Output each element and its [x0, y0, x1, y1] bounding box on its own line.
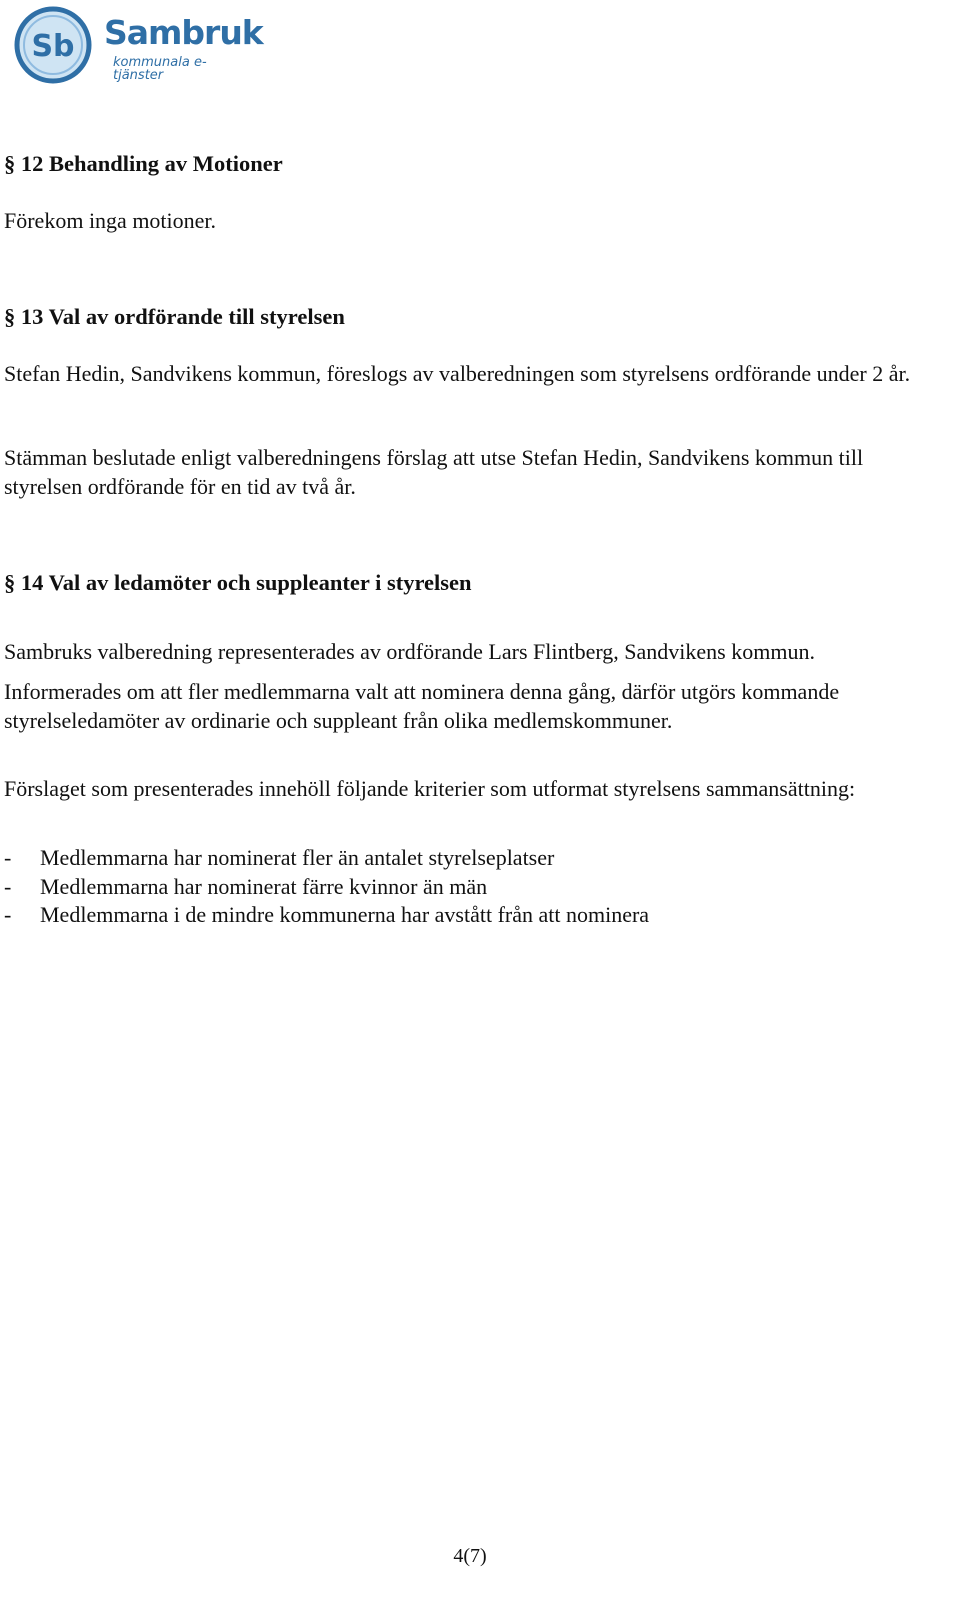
section-heading-14: § 14 Val av ledamöter och suppleanter i styrelsen: [4, 570, 472, 595]
sambruk-logo: [14, 6, 263, 84]
criteria-list: [4, 844, 649, 930]
section-13-paragraph-1: Stefan Hedin, Sandvikens kommun, föreslogs av valberedningen som styrelsens ordförande under 2 år.: [4, 361, 911, 386]
logo-name: Sambruk: [104, 13, 263, 52]
section-13-paragraph-2: Stämman beslutade enligt valberedningens förslag att utse Stefan Hedin, Sandvikens kommun till styrelsen ordförande för en tid av två år.: [4, 445, 864, 499]
section-heading-13: § 13 Val av ordförande till styrelsen: [4, 304, 345, 329]
section-14-paragraph-1: Sambruks valberedning representerades av ordförande Lars Flintberg, Sandvikens kommun.: [4, 639, 815, 664]
logo-tagline: kommunala e-tjänster: [113, 55, 207, 83]
section-14-paragraph-2: Informerades om att fler medlemmarna valt att nominera denna gång, därför utgörs kommande styrelseledamöter av ordinarie och suppleant från olika medlemskommuner.: [4, 679, 840, 733]
list-item: [4, 873, 649, 902]
list-marker: -: [4, 873, 12, 899]
list-marker: -: [4, 902, 12, 927]
list-item-text: Medlemmarna har nominerat färre kvinnor än män: [40, 873, 488, 899]
list-item-text: Medlemmarna har nominerat fler än antalet styrelseplatser: [40, 845, 555, 870]
section-heading-12: § 12 Behandling av Motioner: [4, 151, 283, 176]
sambruk-logo-icon: [14, 6, 92, 84]
list-marker: -: [4, 845, 12, 870]
logo-monogram: Sb: [31, 29, 75, 64]
list-item-text: Medlemmarna i de mindre kommunerna har avstått från att nominera: [40, 902, 650, 927]
page-number: 4(7): [453, 1545, 487, 1567]
section-14-paragraph-3: Förslaget som presenterades innehöll följande kriterier som utformat styrelsens sammansättning:: [4, 776, 856, 801]
list-item: [4, 844, 649, 873]
list-item: [4, 901, 649, 930]
section-12-paragraph-1: Förekom inga motioner.: [4, 208, 217, 233]
